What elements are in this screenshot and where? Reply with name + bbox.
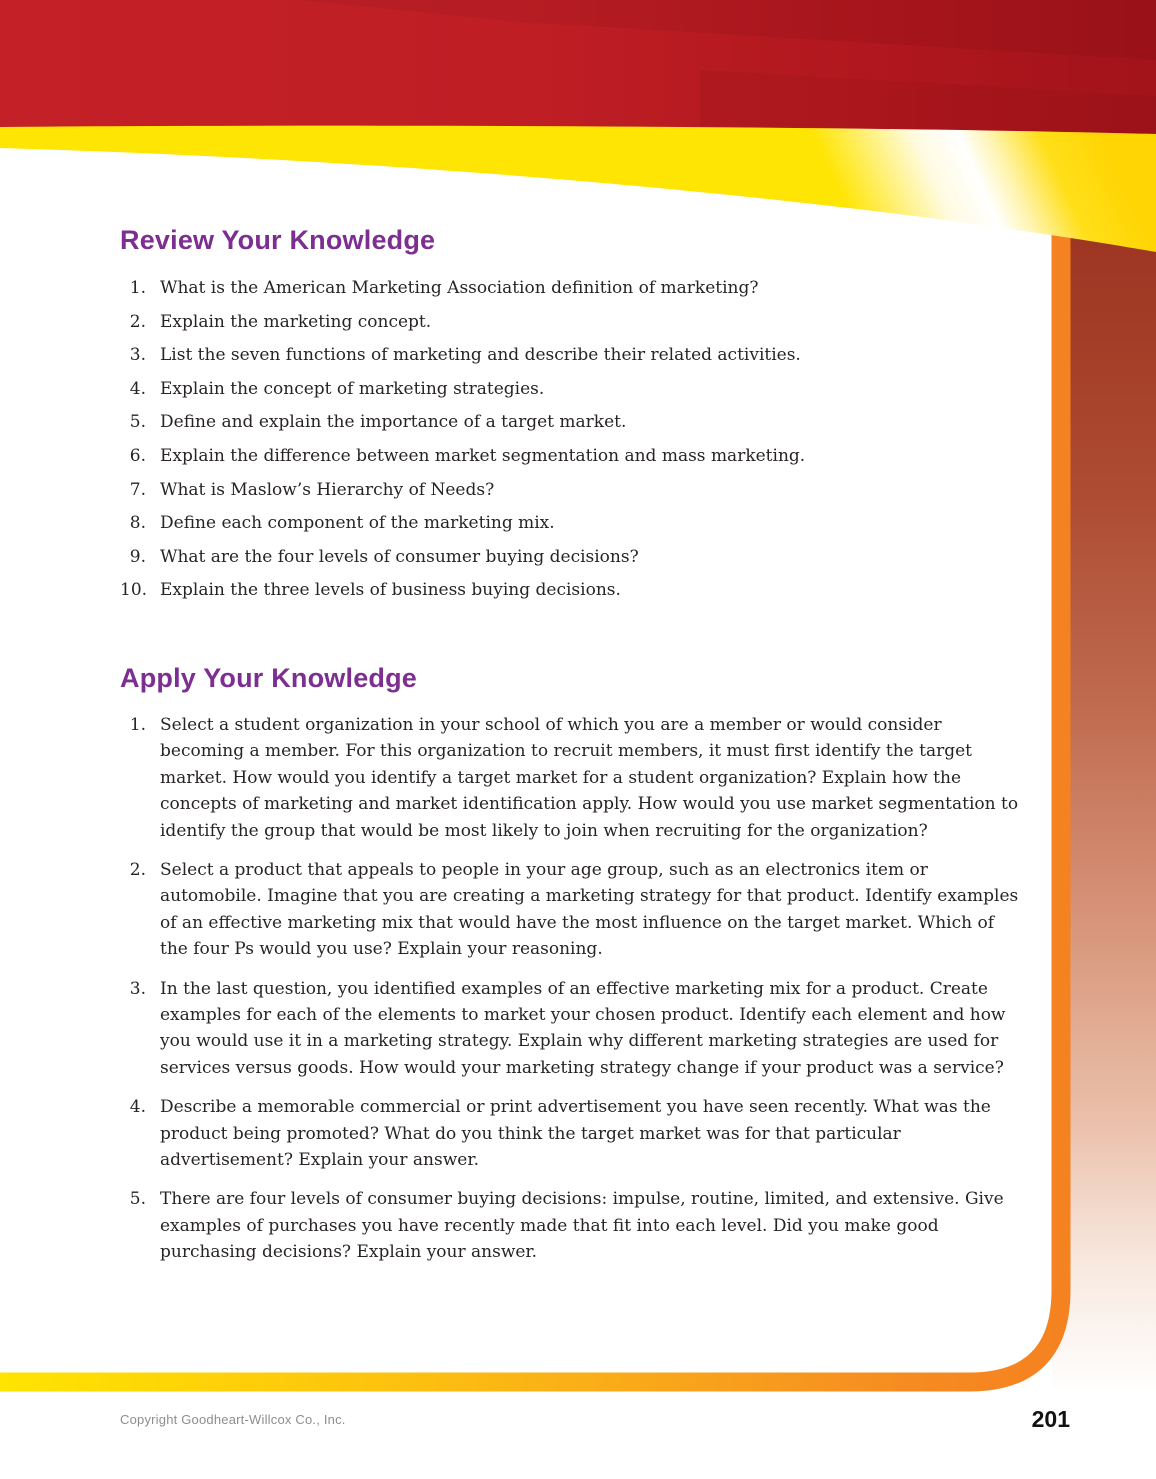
item-text: In the last question, you identified examples of an effective marketing mix for a product. Create examples for each of the elements to market your chosen product. Identify each element and how you would use it in a marketing strategy. Explain why different marketing strategies are used for services versus goods. How would your marketing strategy change if your product was a service? (160, 978, 1006, 1078)
review-item (120, 306, 1020, 340)
review-item (120, 541, 1020, 575)
review-item (120, 272, 1020, 306)
item-number: 1. (129, 714, 146, 735)
item-number: 7. (129, 479, 146, 500)
item-number: 4. (129, 1097, 146, 1118)
item-text: Describe a memorable commercial or print advertisement you have seen recently. What was the product being promoted? What do you think the target market was for that particular advertisement? Explain your answer. (160, 1097, 991, 1171)
item-number: 8. (129, 513, 146, 534)
item-text: Define each component of the marketing mix. (160, 513, 555, 534)
item-number: 1. (129, 278, 146, 298)
item-number: 4. (129, 378, 146, 399)
item-text: What is Maslow’s Hierarchy of Needs? (160, 479, 495, 500)
review-item (120, 574, 1020, 608)
apply-item (120, 1094, 1020, 1173)
review-item (120, 507, 1020, 541)
page-content (120, 224, 1020, 1279)
review-question-list (120, 272, 1020, 608)
review-item (120, 474, 1020, 508)
page-number: 201 (1031, 1406, 1070, 1432)
item-text: Explain the three levels of business buying decisions. (160, 580, 621, 601)
review-heading: Review Your Knowledge (120, 225, 436, 255)
review-item (120, 339, 1020, 373)
item-number: 3. (129, 978, 146, 999)
item-text: What are the four levels of consumer buying decisions? (160, 546, 639, 567)
apply-heading: Apply Your Knowledge (120, 662, 418, 693)
review-item (120, 440, 1020, 474)
item-text: What is the American Marketing Association definition of marketing? (160, 278, 759, 298)
item-number: 2. (129, 859, 146, 880)
item-text: Explain the difference between market segmentation and mass marketing. (160, 445, 806, 466)
item-number: 10. (120, 580, 148, 601)
apply-question-list (120, 712, 1020, 1266)
review-item (120, 373, 1020, 407)
item-number: 2. (129, 311, 146, 332)
item-text: Define and explain the importance of a target market. (160, 412, 627, 433)
item-number: 9. (129, 546, 146, 567)
item-text: Select a product that appeals to people in your age group, such as an electronics item or automobile. Imagine that you are creating a marketing strategy for that product. Identify examples of an effective marketing mix that would have the most influence on the target market. Which of the four Ps would you use? Explain your reasoning. (160, 859, 1019, 960)
item-text: Select a student organization in your school of which you are a member or would consider becoming a member. For this organization to recruit members, it must first identify the target market. How would you identify a target market for a student organization? Explain how the concepts of marketing and market identification apply. How would you use market segmentation to identify the group that would be most likely to join when recruiting for the organization? (160, 714, 1019, 841)
apply-item (120, 976, 1020, 1082)
copyright-notice: Copyright Goodheart-Willcox Co., Inc. (120, 1412, 346, 1427)
item-number: 5. (129, 412, 146, 433)
item-number: 5. (129, 1189, 146, 1210)
item-text: Explain the marketing concept. (160, 311, 432, 332)
item-text: Explain the concept of marketing strategies. (160, 378, 545, 399)
apply-item (120, 857, 1020, 963)
item-number: 3. (129, 345, 146, 366)
apply-item (120, 1186, 1020, 1265)
review-item (120, 406, 1020, 440)
item-number: 6. (129, 445, 146, 466)
item-text: List the seven functions of marketing and describe their related activities. (160, 345, 801, 366)
apply-item (120, 712, 1020, 844)
item-text: There are four levels of consumer buying decisions: impulse, routine, limited, and extensive. Give examples of purchases you have recently made that fit into each level. Did you make good purchasing decisions? Explain your answer. (160, 1189, 1004, 1263)
